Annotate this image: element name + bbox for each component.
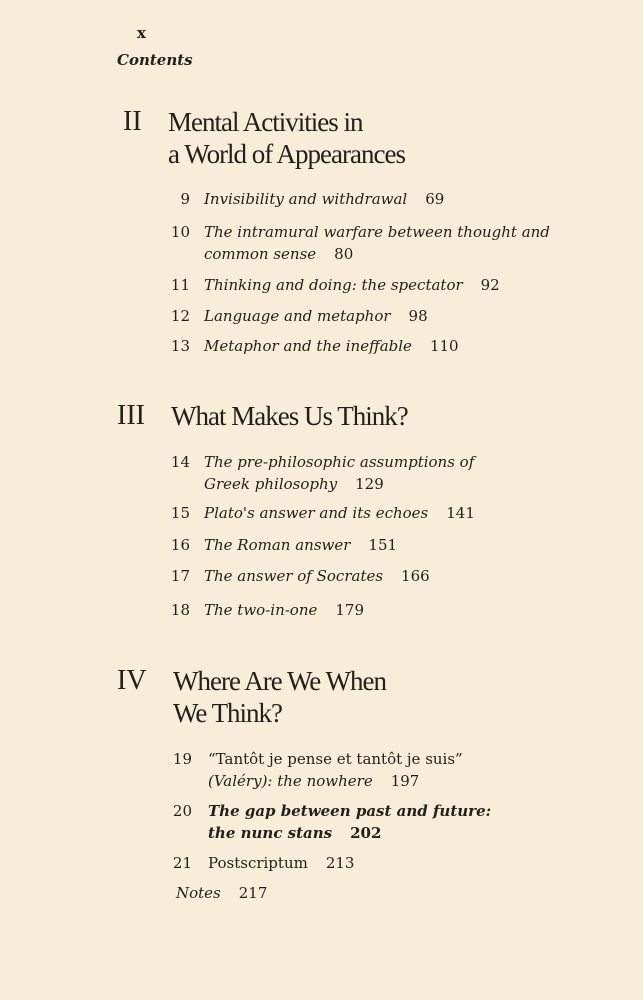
running-head: Contents	[117, 51, 193, 69]
part-numeral: II	[123, 106, 142, 137]
chapter-number: 18	[170, 601, 190, 619]
chapter-page: 202	[350, 824, 382, 842]
chapter-number: 17	[170, 567, 190, 585]
chapter-title: Thinking and doing: the spectator	[204, 276, 463, 294]
chapter-number: 15	[170, 504, 190, 522]
chapter-page: 98	[408, 307, 428, 325]
chapter-page: 110	[429, 337, 459, 355]
chapter-number: 12	[170, 307, 190, 325]
chapter-title: Metaphor and the ineffable	[204, 337, 412, 355]
chapter-title: The Roman answer	[204, 536, 351, 554]
part-title	[171, 400, 408, 432]
part-title-line: a World of Appearances	[168, 139, 405, 169]
chapter-title: Invisibility and withdrawal	[204, 190, 408, 208]
notes-label: Notes	[176, 884, 221, 902]
chapter-number: 10	[170, 223, 190, 241]
chapter-page: 141	[446, 504, 475, 522]
chapter-title: “Tantôt je pense et tantôt je suis”	[208, 750, 463, 768]
chapter-number: 14	[170, 453, 190, 471]
chapter-title: Plato's answer and its echoes	[204, 504, 429, 522]
chapter-number: 13	[170, 337, 190, 355]
chapter-page: 166	[401, 567, 430, 585]
chapter-title: The pre-philosophic assumptions of	[204, 453, 475, 471]
part-numeral: IV	[117, 665, 147, 696]
chapter-page: 197	[390, 772, 420, 790]
chapter-number: 21	[172, 854, 192, 872]
part-title	[173, 665, 386, 729]
chapter-number: 20	[172, 802, 192, 820]
chapter-title: Postscriptum	[208, 854, 308, 872]
chapter-page: 213	[325, 854, 355, 872]
part-title-line: Where Are We When	[173, 666, 386, 696]
page-number: x	[137, 24, 146, 42]
part-title-line: What Makes Us Think?	[171, 401, 408, 431]
chapter-page: 179	[335, 601, 365, 619]
chapter-title: common sense	[204, 245, 317, 263]
part-title-line: Mental Activities in	[168, 107, 363, 137]
chapter-page: 80	[334, 245, 354, 263]
chapter-number: 11	[170, 276, 190, 294]
notes-page: 217	[238, 884, 268, 902]
chapter-title: (Valéry): the nowhere	[208, 772, 373, 790]
chapter-number: 16	[170, 536, 190, 554]
chapter-page: 129	[355, 475, 384, 493]
chapter-title: Language and metaphor	[204, 307, 391, 325]
chapter-title: The gap between past and future:	[208, 802, 492, 820]
chapter-number: 19	[172, 750, 192, 768]
chapter-title: The intramural warfare between thought and	[204, 223, 550, 241]
part-title	[168, 106, 405, 170]
part-title-line: We Think?	[173, 698, 283, 728]
chapter-title: The two-in-one	[204, 601, 318, 619]
chapter-title: Greek philosophy	[204, 475, 338, 493]
part-numeral: III	[117, 400, 145, 431]
chapter-page: 69	[425, 190, 445, 208]
chapter-number: 9	[180, 190, 190, 208]
chapter-page: 151	[368, 536, 398, 554]
chapter-title: The answer of Socrates	[204, 567, 384, 585]
chapter-page: 92	[480, 276, 500, 294]
chapter-title: the nunc stans	[208, 824, 333, 842]
